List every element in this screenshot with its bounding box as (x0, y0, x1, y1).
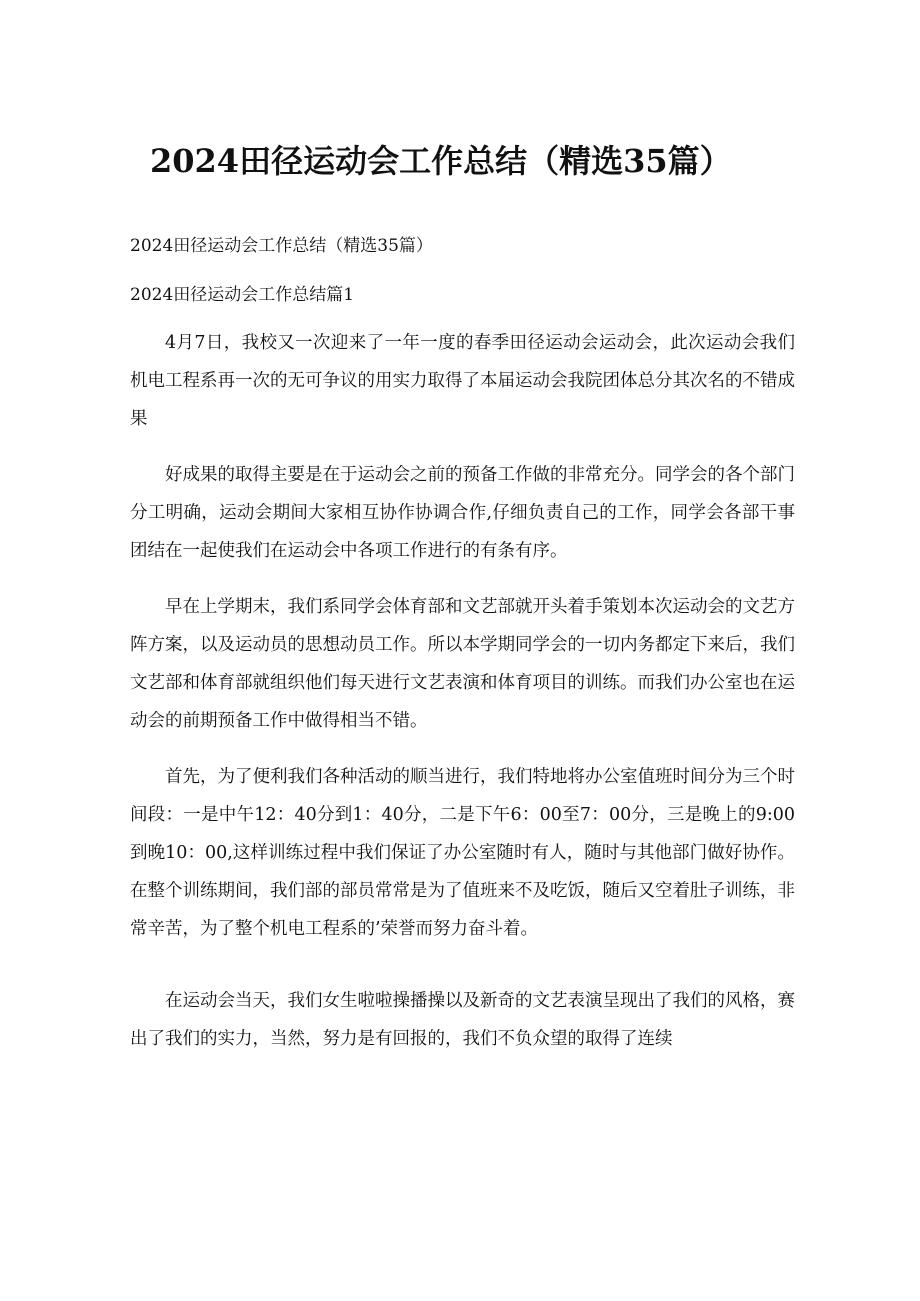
document-subtitle: 2024田径运动会工作总结（精选35篇） (130, 236, 433, 256)
paragraph: 4月7日，我校又一次迎来了一年一度的春季田径运动会运动会，此次运动会我们机电工程系再一次的无可争议的用实力取得了本届运动会我院团体总分其次名的不错成果 (130, 333, 795, 429)
paragraph: 在运动会当天，我们女生啦啦操播操以及新奇的文艺表演呈现出了我们的风格，赛出了我们的实力，当然，努力是有回报的，我们不负众望的取得了连续 (130, 991, 795, 1049)
paragraph: 好成果的取得主要是在于运动会之前的预备工作做的非常充分。同学会的各个部门分工明确，运动会期间大家相互协作协调合作,仔细负责自己的工作，同学会各部干事团结在一起使我们在运动会中各项工作进行的有条有序。 (130, 465, 795, 561)
section-heading: 2024田径运动会工作总结篇1 (130, 285, 355, 305)
document-body (130, 324, 795, 1058)
document-title: 2024田径运动会工作总结（精选35篇） (150, 142, 732, 180)
paragraph: 早在上学期末，我们系同学会体育部和文艺部就开头着手策划本次运动会的文艺方阵方案，以及运动员的思想动员工作。所以本学期同学会的一切内务都定下来后，我们文艺部和体育部就组织他们每天进行文艺表演和体育项目的训练。而我们办公室也在运动会的前期预备工作中做得相当不错。 (130, 597, 795, 731)
paragraph: 首先，为了便利我们各种活动的顺当进行，我们特地将办公室值班时间分为三个时间段：一是中午12：40分到1：40分，二是下午6：00至7：00分，三是晚上的9:00到晚10：00,这样训练过程中我们保证了办公室随时有人，随时与其他部门做好协作。在整个训练期间，我们部的部员常常是为了值班来不及吃饭，随后又空着肚子训练，非常辛苦，为了整个机电工程系的’荣誉而努力奋斗着。 (130, 767, 795, 939)
